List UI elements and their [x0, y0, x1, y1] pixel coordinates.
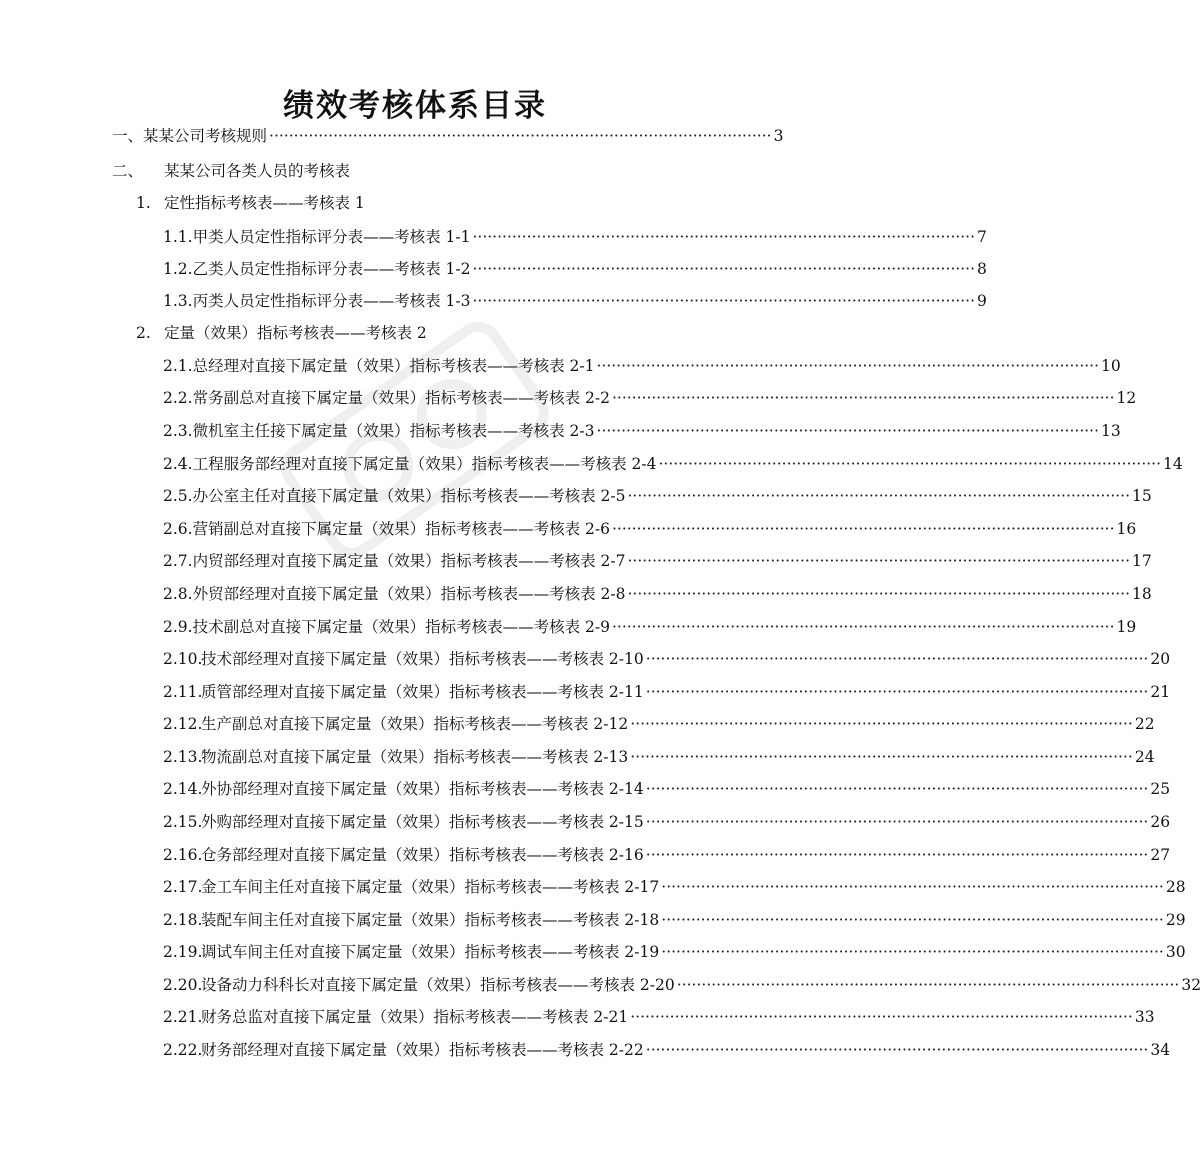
toc-entry-title: 设备动力科科长对直接下属定量（效果）指标考核表——考核表 2-20 — [201, 976, 675, 994]
toc-entry-title: 金工车间主任对直接下属定量（效果）指标考核表——考核表 2-17 — [201, 878, 660, 896]
toc-entry-page: 7 — [977, 228, 987, 246]
toc-entry-6[interactable] — [163, 291, 987, 311]
toc-entry-page: 17 — [1132, 552, 1152, 570]
toc-entry-title: 物流副总对直接下属定量（效果）指标考核表——考核表 2-13 — [201, 748, 629, 766]
toc-leader-dots: ······································································································ — [611, 520, 1115, 538]
toc-leader-dots: ······································································································ — [611, 618, 1115, 636]
toc-leader-dots: ······································································································ — [661, 878, 1164, 896]
toc-entry-title: 定量（效果）指标考核表——考核表 2 — [164, 324, 427, 342]
toc-entry-title: 定性指标考核表——考核表 1 — [164, 194, 365, 212]
toc-entry-26[interactable] — [163, 942, 1186, 962]
toc-entry-title: 工程服务部经理对直接下属定量（效果）指标考核表——考核表 2-4 — [192, 455, 657, 473]
toc-entry-page: 22 — [1134, 715, 1155, 733]
toc-entry-number: 2.7. — [163, 552, 193, 570]
toc-entry-25[interactable] — [163, 910, 1186, 930]
toc-entry-page: 32 — [1181, 976, 1201, 994]
toc-entry-page: 18 — [1132, 585, 1152, 603]
toc-entry-14[interactable] — [163, 551, 1152, 571]
toc-entry-title: 乙类人员定性指标评分表——考核表 1-2 — [192, 260, 471, 278]
toc-entry-page: 25 — [1150, 780, 1171, 798]
toc-entry-page: 28 — [1165, 878, 1186, 896]
toc-leader-dots: ······································································································ — [630, 1008, 1133, 1026]
toc-entry-page: 10 — [1101, 357, 1121, 375]
toc-leader-dots: ······································································································ — [596, 357, 1100, 375]
toc-entry-15[interactable] — [163, 584, 1152, 604]
toc-entry-title: 外贸部经理对直接下属定量（效果）指标考核表——考核表 2-8 — [192, 585, 626, 603]
toc-entry-title: 总经理对直接下属定量（效果）指标考核表——考核表 2-1 — [192, 357, 595, 375]
toc-entry-number: 2.16. — [163, 846, 203, 864]
toc-entry-21[interactable] — [163, 779, 1171, 799]
toc-leader-dots: ······································································································ — [645, 683, 1149, 701]
toc-entry-page: 29 — [1165, 911, 1186, 929]
toc-entry-4[interactable] — [163, 227, 987, 247]
toc-leader-dots: ······································································································ — [472, 260, 976, 278]
toc-entry-number: 2. — [136, 324, 151, 342]
toc-entry-title: 内贸部经理对直接下属定量（效果）指标考核表——考核表 2-7 — [192, 552, 626, 570]
toc-entry-19[interactable] — [163, 714, 1155, 734]
toc-entry-page: 12 — [1116, 389, 1137, 407]
toc-entry-28[interactable] — [163, 1007, 1155, 1027]
toc-entry-title: 办公室主任对直接下属定量（效果）指标考核表——考核表 2-5 — [192, 487, 626, 505]
toc-leader-dots: ······································································································ — [661, 911, 1164, 929]
toc-entry-number: 2.8. — [163, 585, 193, 603]
toc-entry-number: 2.15. — [163, 813, 203, 831]
toc-entry-page: 27 — [1150, 846, 1171, 864]
toc-entry-title: 技术部经理对直接下属定量（效果）指标考核表——考核表 2-10 — [201, 650, 644, 668]
toc-entry-page: 33 — [1134, 1008, 1155, 1026]
toc-entry-number: 2.5. — [163, 487, 193, 505]
toc-entry-page: 34 — [1150, 1041, 1171, 1059]
toc-entry-number: 二、 — [112, 162, 144, 180]
toc-entry-page: 19 — [1116, 618, 1137, 636]
toc-entry-page: 24 — [1134, 748, 1155, 766]
toc-entry-title: 常务副总对直接下属定量（效果）指标考核表——考核表 2-2 — [192, 389, 610, 407]
toc-entry-12[interactable] — [163, 486, 1152, 506]
toc-entry-title: 微机室主任接下属定量（效果）指标考核表——考核表 2-3 — [192, 422, 595, 440]
toc-leader-dots: ······································································································ — [661, 943, 1164, 961]
toc-entry-27[interactable] — [163, 975, 1201, 995]
toc-entry-page: 26 — [1150, 813, 1171, 831]
toc-entry-20[interactable] — [163, 747, 1155, 767]
toc-entry-24[interactable] — [163, 877, 1186, 897]
toc-entry-title: 仓务部经理对直接下属定量（效果）指标考核表——考核表 2-16 — [201, 846, 644, 864]
toc-leader-dots: ······································································································ — [676, 976, 1180, 994]
toc-entry-page: 21 — [1150, 683, 1171, 701]
toc-leader-dots: ······································································································ — [627, 487, 1131, 505]
toc-leader-dots: ······································································································ — [630, 748, 1133, 766]
toc-leader-dots: ······································································································ — [658, 455, 1162, 473]
toc-entry-7[interactable] — [136, 323, 740, 343]
toc-entry-number: 1.2. — [163, 260, 193, 278]
page-title: 绩效考核体系目录 — [283, 88, 547, 124]
toc-entry-number: 2.13. — [163, 748, 203, 766]
toc-leader-dots: ······································································································ — [630, 715, 1133, 733]
toc-leader-dots: ······································································································ — [596, 422, 1100, 440]
toc-leader-dots: ······································································································ — [269, 127, 772, 145]
toc-entry-page: 16 — [1116, 520, 1137, 538]
toc-entry-11[interactable] — [163, 454, 1183, 474]
toc-leader-dots: ······································································································ — [645, 780, 1149, 798]
toc-leader-dots: ······································································································ — [472, 228, 976, 246]
toc-entry-page: 14 — [1163, 455, 1183, 473]
toc-entry-number: 2.21. — [163, 1008, 203, 1026]
toc-entry-number: 2.18. — [163, 911, 203, 929]
toc-entry-number: 1.3. — [163, 292, 193, 310]
toc-leader-dots: ······································································································ — [645, 1041, 1149, 1059]
toc-entry-page: 13 — [1101, 422, 1121, 440]
toc-leader-dots: ······································································································ — [611, 389, 1115, 407]
toc-entry-title: 某某公司考核规则 — [143, 127, 268, 145]
toc-entry-title: 财务总监对直接下属定量（效果）指标考核表——考核表 2-21 — [201, 1008, 629, 1026]
toc-entry-title: 调试车间主任对直接下属定量（效果）指标考核表——考核表 2-19 — [201, 943, 660, 961]
toc-leader-dots: ······································································································ — [645, 650, 1149, 668]
toc-entry-number: 2.12. — [163, 715, 203, 733]
toc-leader-dots: ······································································································ — [627, 585, 1131, 603]
toc-entry-13[interactable] — [163, 519, 1137, 539]
toc-entry-17[interactable] — [163, 649, 1171, 669]
toc-entry-title: 营销副总对直接下属定量（效果）指标考核表——考核表 2-6 — [192, 520, 610, 538]
toc-entry-number: 2.10. — [163, 650, 203, 668]
toc-leader-dots: ······································································································ — [645, 813, 1149, 831]
toc-entry-page: 30 — [1165, 943, 1186, 961]
toc-entry-22[interactable] — [163, 812, 1171, 832]
toc-entry-2[interactable] — [112, 161, 740, 181]
toc-entry-page: 8 — [977, 260, 987, 278]
toc-entry-title: 装配车间主任对直接下属定量（效果）指标考核表——考核表 2-18 — [201, 911, 660, 929]
toc-entry-16[interactable] — [163, 617, 1137, 637]
toc-entry-number: 2.17. — [163, 878, 203, 896]
toc-entry-5[interactable] — [163, 259, 987, 279]
toc-entry-number: 2.20. — [163, 976, 203, 994]
toc-entry-number: 2.9. — [163, 618, 193, 636]
toc-entry-number: 2.22. — [163, 1041, 203, 1059]
toc-entry-number: 2.14. — [163, 780, 203, 798]
toc-entry-title: 财务部经理对直接下属定量（效果）指标考核表——考核表 2-22 — [201, 1041, 644, 1059]
toc-entry-page: 15 — [1132, 487, 1152, 505]
toc-entry-page: 3 — [773, 127, 784, 145]
toc-leader-dots: ······································································································ — [627, 552, 1131, 570]
toc-entry-number: 2.11. — [163, 683, 203, 701]
toc-entry-title: 生产副总对直接下属定量（效果）指标考核表——考核表 2-12 — [201, 715, 629, 733]
toc-entry-number: 1. — [136, 194, 151, 212]
toc-entry-title: 外协部经理对直接下属定量（效果）指标考核表——考核表 2-14 — [201, 780, 644, 798]
toc-entry-29[interactable] — [163, 1040, 1171, 1060]
toc-entry-1[interactable] — [112, 126, 784, 146]
toc-entry-10[interactable] — [163, 421, 1121, 441]
toc-entry-title: 质管部经理对直接下属定量（效果）指标考核表——考核表 2-11 — [201, 683, 644, 701]
toc-entry-page: 9 — [977, 292, 987, 310]
toc-entry-title: 丙类人员定性指标评分表——考核表 1-3 — [192, 292, 471, 310]
toc-entry-page: 20 — [1150, 650, 1171, 668]
toc-entry-title: 外购部经理对直接下属定量（效果）指标考核表——考核表 2-15 — [201, 813, 644, 831]
toc-entry-9[interactable] — [163, 388, 1137, 408]
toc-entry-number: 一、 — [112, 127, 144, 145]
toc-entry-title: 某某公司各类人员的考核表 — [164, 162, 351, 180]
toc-entry-number: 2.1. — [163, 357, 193, 375]
toc-entry-number: 2.19. — [163, 943, 203, 961]
toc-entry-title: 技术副总对直接下属定量（效果）指标考核表——考核表 2-9 — [192, 618, 610, 636]
toc-entry-title: 甲类人员定性指标评分表——考核表 1-1 — [192, 228, 471, 246]
toc-entry-number: 2.4. — [163, 455, 193, 473]
toc-entry-number: 2.3. — [163, 422, 193, 440]
toc-entry-8[interactable] — [163, 356, 1121, 376]
toc-entry-23[interactable] — [163, 845, 1171, 865]
toc-entry-number: 1.1. — [163, 228, 193, 246]
toc-leader-dots: ······································································································ — [472, 292, 976, 310]
toc-entry-number: 2.6. — [163, 520, 193, 538]
toc-leader-dots: ······································································································ — [645, 846, 1149, 864]
toc-entry-3[interactable] — [136, 193, 740, 213]
toc-entry-18[interactable] — [163, 682, 1171, 702]
toc-entry-number: 2.2. — [163, 389, 193, 407]
